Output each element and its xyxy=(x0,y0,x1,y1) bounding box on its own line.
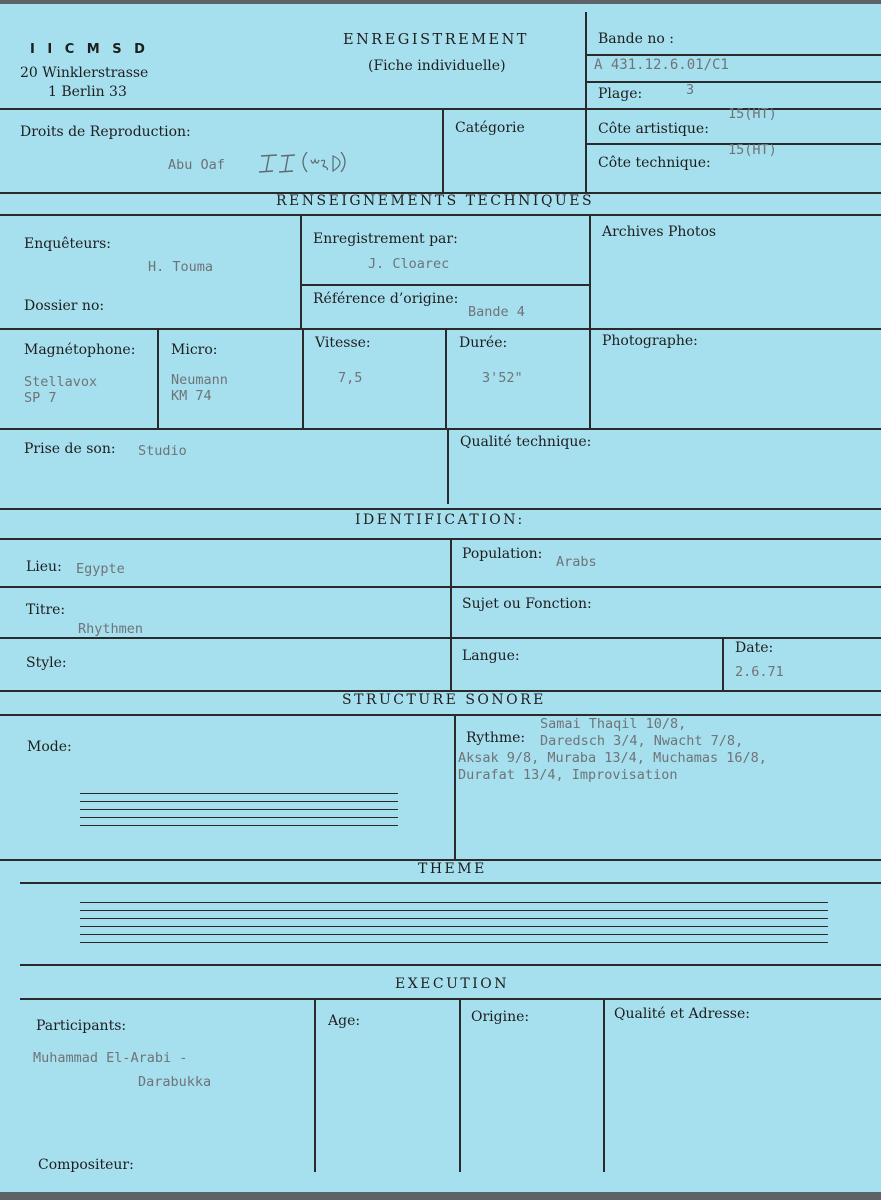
participants-value-1: Muhammad El-Arabi - xyxy=(33,1050,188,1066)
lieu-value: Egypte xyxy=(76,561,125,577)
lieu-label: Lieu: xyxy=(26,559,62,575)
style-label: Style: xyxy=(26,655,67,671)
duree-label: Durée: xyxy=(459,335,508,351)
micro-value-2: KM 74 xyxy=(171,388,212,404)
section-renseignements: RENSEIGNEMENTS TECHNIQUES xyxy=(276,193,595,209)
reference-value: Bande 4 xyxy=(468,304,525,320)
prise-de-son-label: Prise de son: xyxy=(24,441,116,457)
bande-value: A 431.12.6.01/C1 xyxy=(594,57,729,73)
institute-city: 1 Berlin 33 xyxy=(48,84,127,100)
participants-value-2: Darabukka xyxy=(138,1074,212,1090)
titre-value: Rhythmen xyxy=(78,621,144,637)
enqueteurs-label: Enquêteurs: xyxy=(24,236,112,252)
vitesse-label: Vitesse: xyxy=(315,335,371,351)
rythme-line-4: Durafat 13/4, Improvisation xyxy=(458,767,678,783)
magnetophone-value-1: Stellavox xyxy=(24,374,98,390)
section-theme: THEME xyxy=(418,861,487,877)
participants-label: Participants: xyxy=(36,1018,127,1034)
section-execution: EXECUTION xyxy=(395,976,510,992)
rythme-line-3: Aksak 9/8, Muraba 13/4, Muchamas 16/8, xyxy=(458,750,767,766)
bande-label: Bande no : xyxy=(598,31,674,47)
plage-label: Plage: xyxy=(598,86,643,102)
handwritten-annotation xyxy=(255,144,355,178)
vitesse-value: 7,5 xyxy=(338,370,363,386)
mode-label: Mode: xyxy=(27,739,72,755)
qualite-technique-label: Qualité technique: xyxy=(460,434,592,450)
qualite-adresse-label: Qualité et Adresse: xyxy=(614,1006,750,1022)
titre-label: Titre: xyxy=(26,602,66,618)
cote-technique-label: Côte technique: xyxy=(598,155,711,171)
rythme-line-1: Samai Thaqil 10/8, xyxy=(540,716,687,732)
card-title: ENREGISTREMENT xyxy=(343,32,529,48)
section-structure: STRUCTURE SONORE xyxy=(342,692,546,708)
categorie-label: Catégorie xyxy=(455,120,525,136)
cote-technique-value: 15(HT) xyxy=(728,142,777,158)
institute-name: I I C M S D xyxy=(30,42,149,57)
population-label: Population: xyxy=(462,546,543,562)
rythme-line-2: Daredsch 3/4, Nwacht 7/8, xyxy=(540,733,744,749)
compositeur-label: Compositeur: xyxy=(38,1157,134,1173)
cote-artistique-value: 15(HT) xyxy=(728,106,777,122)
section-identification: IDENTIFICATION: xyxy=(355,512,525,528)
langue-label: Langue: xyxy=(462,648,520,664)
enregistrement-par-value: J. Cloarec xyxy=(368,256,450,272)
origine-label: Origine: xyxy=(471,1009,530,1025)
micro-label: Micro: xyxy=(171,342,218,358)
enqueteurs-value: H. Touma xyxy=(148,259,214,275)
prise-de-son-value: Studio xyxy=(138,443,187,459)
card-subtitle: (Fiche individuelle) xyxy=(368,58,506,74)
plage-value: 3 xyxy=(686,82,695,98)
magnetophone-label: Magnétophone: xyxy=(24,342,136,358)
date-value: 2.6.71 xyxy=(735,664,784,680)
date-label: Date: xyxy=(735,640,774,656)
age-label: Age: xyxy=(328,1013,361,1029)
recording-card xyxy=(0,4,881,1192)
cote-artistique-label: Côte artistique: xyxy=(598,121,709,137)
population-value: Arabs xyxy=(556,554,597,570)
photographe-label: Photographe: xyxy=(602,333,698,349)
droits-value: Abu Oaf xyxy=(168,157,225,173)
duree-value: 3'52" xyxy=(482,370,523,386)
archives-photos-label: Archives Photos xyxy=(602,224,717,240)
magnetophone-value-2: SP 7 xyxy=(24,390,57,406)
droits-label: Droits de Reproduction: xyxy=(20,124,191,140)
reference-label: Référence d’origine: xyxy=(313,291,459,307)
micro-value-1: Neumann xyxy=(171,372,228,388)
dossier-label: Dossier no: xyxy=(24,298,105,314)
institute-street: 20 Winklerstrasse xyxy=(20,65,149,81)
sujet-label: Sujet ou Fonction: xyxy=(462,596,592,612)
enregistrement-par-label: Enregistrement par: xyxy=(313,231,458,247)
rythme-label: Rythme: xyxy=(466,730,526,746)
